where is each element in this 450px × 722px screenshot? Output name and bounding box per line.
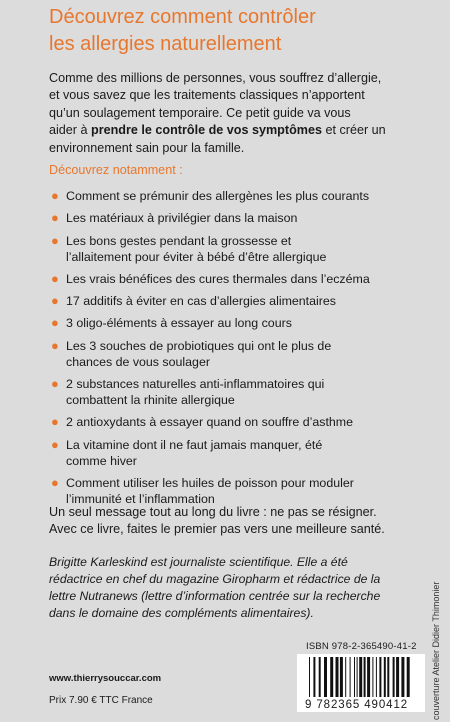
list-item-text-cont: comme hiver	[66, 453, 137, 468]
list-item	[49, 376, 449, 408]
barcode-digits: 9 782365 490412	[305, 699, 409, 711]
list-item-text: 2 antioxydants à essayer quand on souffre d’asthme	[66, 415, 354, 430]
barcode-bar	[345, 657, 346, 697]
intro-line-4-start: aider à	[49, 123, 92, 138]
barcode-bar	[364, 657, 366, 697]
list-item-text: Les matériaux à privilégier dans la maison	[66, 211, 298, 226]
bullet-dot-icon: ●	[51, 436, 59, 452]
list-item-text-cont: l’immunité et l’inflammation	[66, 491, 215, 506]
barcode-bar	[309, 657, 310, 697]
barcode-bar	[396, 657, 399, 697]
list-item	[49, 437, 449, 469]
barcode	[297, 654, 425, 712]
list-item	[49, 475, 449, 507]
barcode-bar	[324, 657, 327, 697]
list-item-text: Les 3 souches de probiotiques qui ont le plus de	[66, 338, 332, 353]
bio-line-1: Brigitte Karleskind est journaliste scientifique. Elle a été	[49, 555, 348, 569]
isbn-label: ISBN 978-2-365490-41-2	[306, 641, 417, 652]
barcode-bar	[313, 657, 315, 697]
intro-line-4	[49, 122, 449, 139]
barcode-bar	[319, 657, 321, 697]
list-item-text: Comment utiliser les huiles de poisson pour moduler	[66, 475, 354, 490]
intro-line-1: Comme des millions de personnes, vous souffrez d’allergie,	[49, 71, 382, 85]
list-item	[49, 271, 449, 287]
intro-paragraph	[49, 70, 449, 157]
bullet-dot-icon: ●	[51, 210, 59, 226]
author-bio	[49, 554, 429, 622]
list-item-text: 2 substances naturelles anti-inflammatoires qui	[66, 377, 325, 392]
title-line-1: Découvrez comment contrôler	[49, 6, 316, 28]
barcode-bar	[407, 657, 410, 697]
list-item-text: 17 additifs à éviter en cas d’allergies alimentaires	[66, 294, 336, 309]
bullet-dot-icon: ●	[51, 376, 59, 392]
list-item-text: La vitamine dont il ne faut jamais manquer, été	[66, 437, 323, 452]
barcode-bars	[309, 657, 413, 699]
list-item	[49, 210, 449, 226]
bullet-dot-icon: ●	[51, 232, 59, 248]
list-item	[49, 315, 449, 331]
highlights-heading: Découvrez notamment :	[49, 163, 183, 177]
list-item-text: 3 oligo-éléments à essayer au long cours	[66, 316, 292, 331]
barcode-bar	[357, 657, 358, 697]
highlights-list	[49, 188, 449, 513]
list-item-text-cont: l’allaitement pour éviter à bébé d’être allergique	[66, 249, 327, 264]
barcode-bar	[379, 657, 381, 697]
barcode-bar	[376, 657, 377, 697]
barcode-bar	[354, 657, 355, 697]
list-item-text-cont: combattent la rhinite allergique	[66, 393, 235, 408]
price-label: Prix 7.90 € TTC France	[49, 695, 153, 706]
barcode-bar	[340, 657, 343, 697]
barcode-bar	[350, 657, 351, 697]
list-item-text: Les vrais bénéfices des cures thermales dans l’eczéma	[66, 271, 370, 286]
list-item	[49, 338, 449, 370]
message-line-1: Un seul message tout au long du livre : ne pas se résigner.	[49, 505, 377, 519]
barcode-bar	[393, 657, 395, 697]
message-line-2: Avec ce livre, faites le premier pas vers une meilleure santé.	[49, 522, 385, 537]
bullet-dot-icon: ●	[51, 414, 59, 430]
list-item-text: Comment se prémunir des allergènes les plus courants	[66, 189, 370, 203]
bio-line-3: lettre Nutranews (lettre d’information centrée sur la recherche	[49, 589, 381, 604]
bullet-dot-icon: ●	[51, 293, 59, 309]
bio-line-4: dans le domaine des compléments alimentaires).	[49, 606, 314, 621]
list-item	[49, 188, 449, 204]
publisher-website: www.thierrysouccar.com	[49, 673, 162, 684]
bullet-dot-icon: ●	[51, 270, 59, 286]
barcode-bar	[384, 657, 386, 697]
intro-line-3: qu’un soulagement temporaire. Ce petit guide va vous	[49, 105, 351, 120]
list-item-text-cont: chances de vous soulager	[66, 354, 210, 369]
title-line-2: les allergies naturellement	[49, 33, 282, 55]
list-item	[49, 414, 449, 430]
cover-credit: couverture Atelier Didier Thimonier	[431, 581, 441, 720]
barcode-bar	[336, 657, 339, 697]
list-item	[49, 233, 449, 265]
barcode-bar	[387, 657, 389, 697]
intro-line-2: et vous savez que les traitements classiques n’apportent	[49, 88, 365, 103]
intro-line-5: environnement sain pour la famille.	[49, 140, 245, 155]
barcode-bar	[359, 657, 362, 697]
barcode-bar	[330, 657, 333, 697]
intro-bold-phrase: prendre le contrôle de vos symptômes	[91, 123, 322, 138]
barcode-bar	[372, 657, 373, 697]
list-item-text: Les bons gestes pendant la grossesse et	[66, 233, 292, 248]
barcode-bar	[367, 657, 370, 697]
bullet-dot-icon: ●	[51, 188, 59, 203]
bullet-dot-icon: ●	[51, 474, 59, 490]
barcode-bar	[401, 657, 404, 697]
bullet-dot-icon: ●	[51, 315, 59, 331]
bullet-dot-icon: ●	[51, 337, 59, 353]
bio-line-2: rédactrice en chef du magazine Giropharm et rédactrice de la	[49, 572, 381, 587]
intro-line-4-end: et créer un	[321, 123, 386, 138]
closing-message	[49, 504, 449, 539]
list-item	[49, 293, 449, 309]
cover-title	[49, 4, 439, 58]
